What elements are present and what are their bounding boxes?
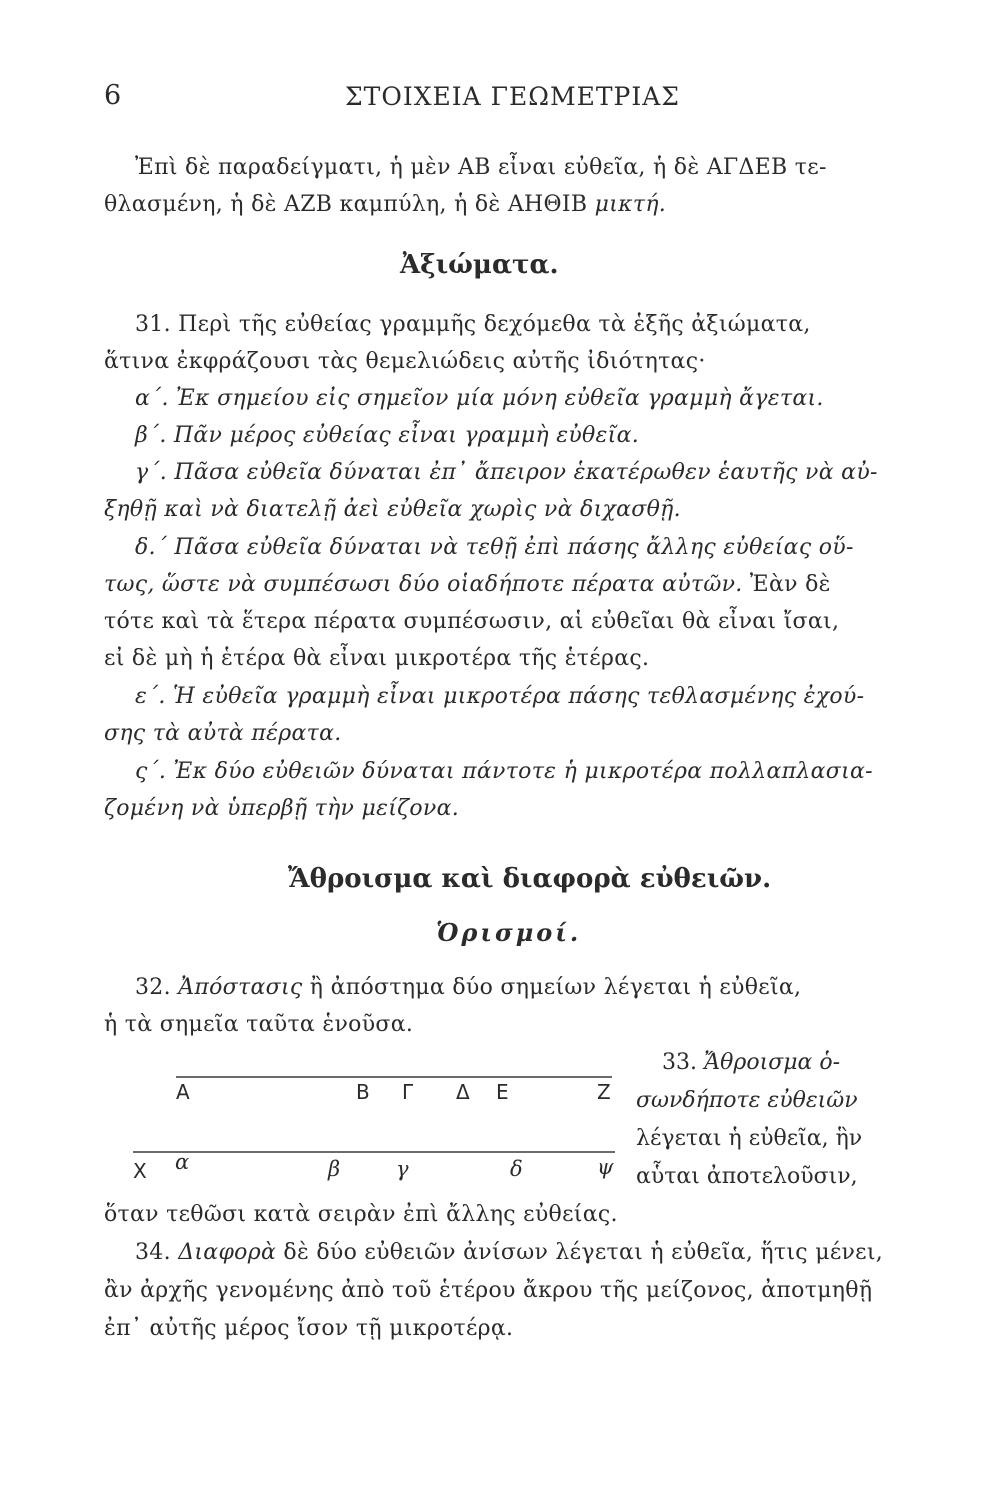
point-label-chi: Χ — [133, 1159, 147, 1183]
axiom-b: β΄. Πᾶν μέρος εὐθείας εἶναι γραμμὴ εὐθεῖα. — [135, 423, 640, 448]
section-heading: Ἄθροισμα καὶ διαφορὰ εὐθειῶν. — [288, 864, 772, 894]
axiom-e-line-2: σης τὰ αὐτὰ πέρατα. — [104, 721, 342, 746]
p34-line-3: ἐπ᾽ αὐτῆς μέρος ἴσον τῇ μικροτέρᾳ. — [104, 1316, 514, 1341]
p32-term: Ἀπόστασις — [178, 975, 303, 1000]
point-label-e: Ε — [496, 1080, 509, 1104]
running-title: ΣΤΟΙΧΕΙΑ ΓΕΩΜΕΤΡΙΑΣ — [345, 82, 680, 111]
p33-line-4: αὗται ἀποτελοῦσιν, — [636, 1164, 858, 1189]
page-number: 6 — [104, 80, 122, 111]
intro-line-2-text: θλασμένη, ἡ δὲ ΑΖΒ καμπύλη, ἡ δὲ ΑΗΘΙΒ — [104, 192, 588, 217]
intro-line-1: Ἐπὶ δὲ παραδείγματι, ἡ μὲν ΑΒ εἶναι εὐθεῖα, ἡ δὲ ΑΓΔΕΒ τε- — [135, 155, 827, 180]
axiom-d-line-1: δ.΄ Πᾶσα εὐθεῖα δύναται νὰ τεθῇ ἐπὶ πάσης ἄλλης εὐθείας οὕ- — [135, 535, 854, 560]
p34-line-1 — [135, 1240, 883, 1265]
axiom-e-line-1: ε΄. Ἡ εὐθεῖα γραμμὴ εἶναι μικροτέρα πάσης τεθλασμένης ἐχού- — [135, 684, 865, 709]
point-label-beta: β — [328, 1157, 341, 1181]
p33-line-3: λέγεται ἡ εὐθεῖα, ἣν — [636, 1126, 863, 1151]
axiom-d-line-4: εἰ δὲ μὴ ἡ ἑτέρα θὰ εἶναι μικροτέρα τῆς ἑτέρας. — [104, 646, 650, 671]
axiom-f-line-2: ζομένη νὰ ὑπερβῇ τὴν μείζονα. — [104, 796, 460, 821]
point-label-psi: ψ — [597, 1155, 614, 1179]
p33-term: Ἄθροισμα ὁ- — [704, 1050, 841, 1075]
axioms-heading: Ἀξιώματα. — [400, 250, 559, 280]
p32-line-2: ἡ τὰ σημεῖα ταῦτα ἑνοῦσα. — [104, 1012, 414, 1037]
axiom-f-line-1: ς΄. Ἐκ δύο εὐθειῶν δύναται πάντοτε ἡ μικροτέρα πολλαπλασια- — [135, 759, 873, 784]
p31-line-1: 31. Περὶ τῆς εὐθείας γραμμῆς δεχόμεθα τὰ ἑξῆς ἀξιώματα, — [135, 312, 811, 337]
p34-term: Διαφορὰ — [178, 1240, 277, 1265]
axiom-d-line-3: τότε καὶ τὰ ἕτερα πέρατα συμπέσωσιν, αἱ εὐθεῖαι θὰ εἶναι ἴσαι, — [104, 609, 840, 634]
p32-text: ἢ ἀπόστημα δύο σημείων λέγεται ἡ εὐθεῖα, — [309, 975, 802, 1000]
p34-number: 34. — [135, 1240, 171, 1265]
point-label-b: Β — [356, 1080, 370, 1104]
p34-text: δὲ δύο εὐθειῶν ἀνίσων λέγεται ἡ εὐθεῖα, ἥτις μένει, — [283, 1240, 884, 1265]
point-label-alpha: α — [175, 1150, 190, 1174]
axiom-d-line-2-italic: τως, ὥστε νὰ συμπέσωσι δύο οἱαδήποτε πέρατα αὐτῶν. — [104, 572, 743, 597]
point-label-a: Α — [176, 1080, 190, 1104]
axiom-c-line-1: γ΄. Πᾶσα εὐθεῖα δύναται ἐπ᾽ ἄπειρον ἑκατέρωθεν ἑαυτῆς νὰ αὐ- — [135, 460, 878, 485]
point-label-z: Ζ — [597, 1080, 611, 1104]
axiom-c-line-2: ξηθῇ καὶ νὰ διατελῇ ἀεὶ εὐθεῖα χωρὶς νὰ διχασθῇ. — [104, 497, 681, 522]
p32-number: 32. — [135, 975, 171, 1000]
p33-number: 33. — [662, 1050, 697, 1075]
axiom-a: α΄. Ἐκ σημείου εἰς σημεῖον μία μόνη εὐθεῖα γραμμὴ ἄγεται. — [135, 386, 824, 411]
definitions-heading: Ὁρισμοί. — [436, 918, 582, 947]
point-label-delta: δ — [510, 1157, 523, 1181]
p31-line-2: ἅτινα ἐκφράζουσι τὰς θεμελιώδεις αὐτῆς ἰδιότητας· — [104, 349, 706, 374]
point-label-g: Γ — [402, 1080, 414, 1104]
p34-line-2: ἂν ἀρχῆς γενομένης ἀπὸ τοῦ ἑτέρου ἄκρου τῆς μείζονος, ἀποτμηθῇ — [104, 1278, 873, 1303]
point-label-d: Δ — [456, 1080, 470, 1104]
point-label-gamma: γ — [396, 1157, 409, 1181]
p33-line-5: ὅταν τεθῶσι κατὰ σειρὰν ἐπὶ ἄλλης εὐθείας. — [104, 1202, 618, 1227]
axiom-d-line-2-roman: Ἐὰν δὲ — [749, 572, 831, 597]
p33-line-2: σωνδήποτε εὐθειῶν — [636, 1088, 858, 1113]
intro-mixed-term: μικτή. — [594, 192, 667, 217]
